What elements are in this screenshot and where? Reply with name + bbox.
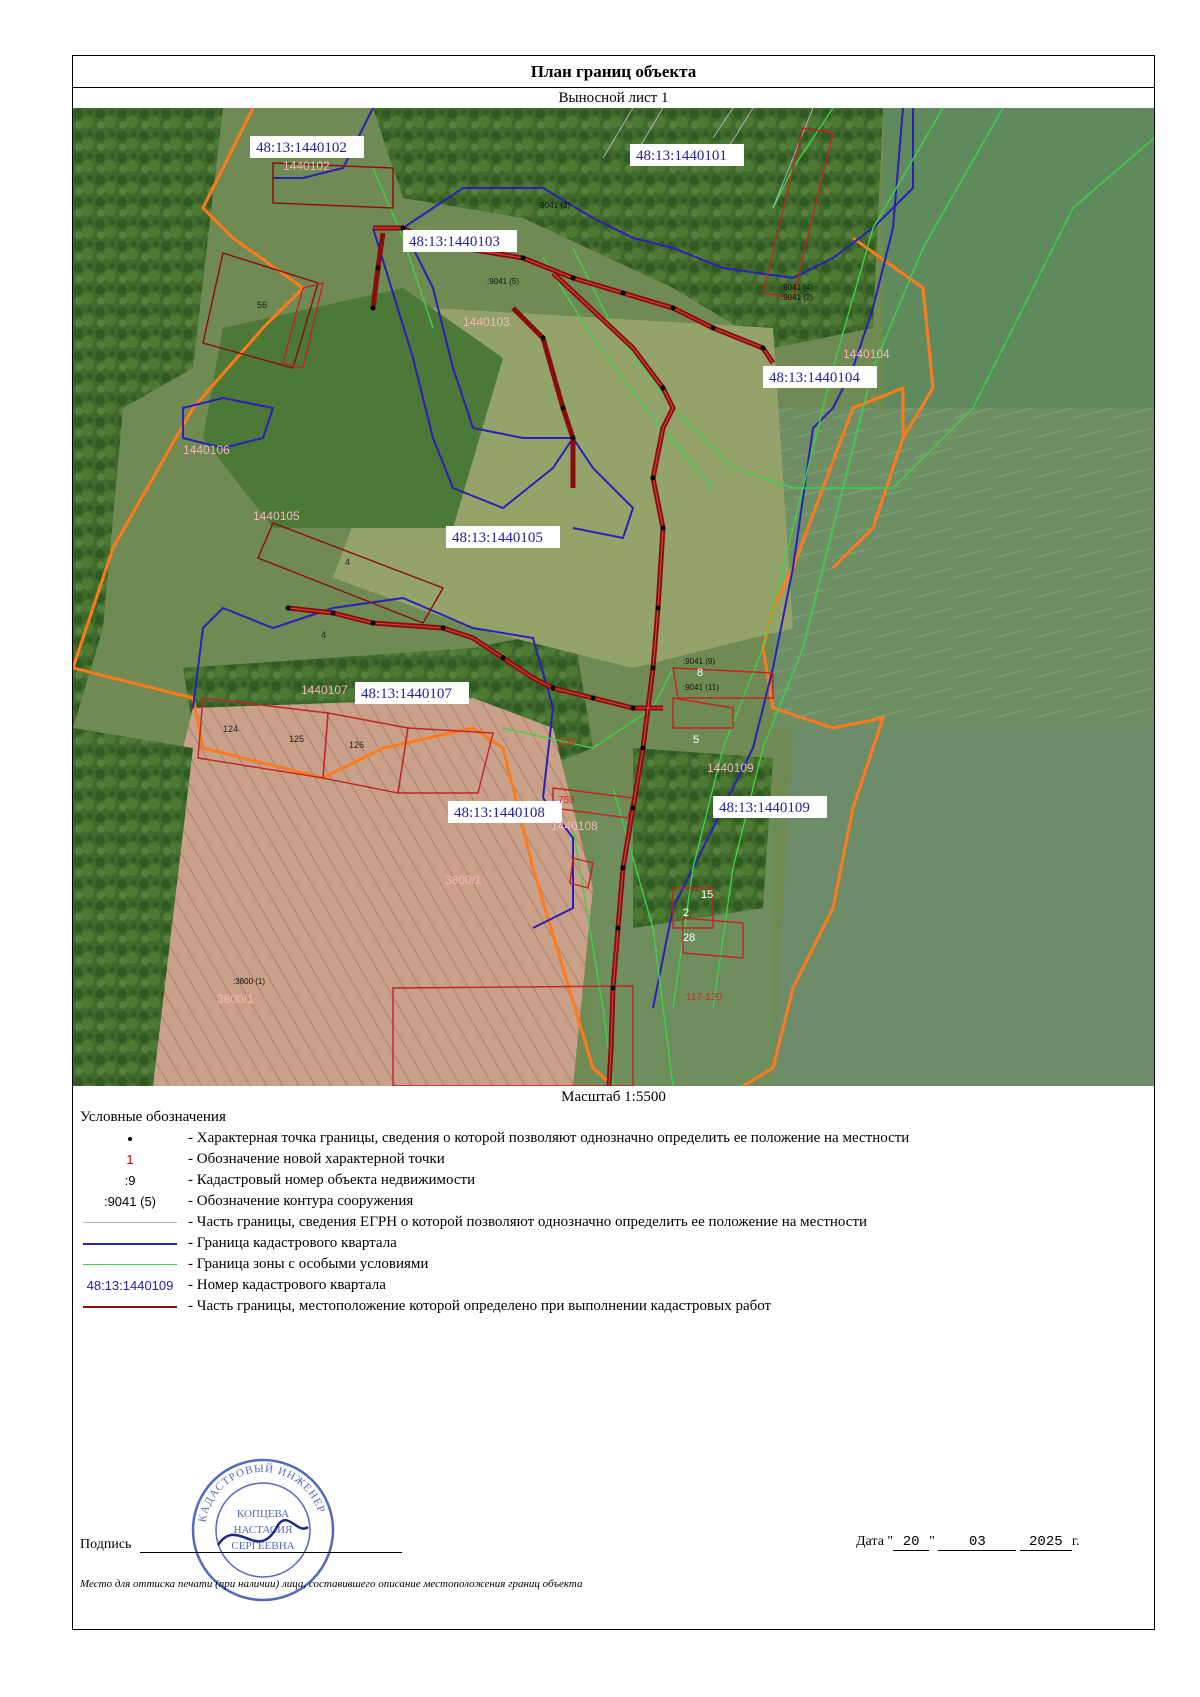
parcel-number: 124: [223, 724, 239, 734]
legend-text: - Граница зоны с особыми условиями: [188, 1256, 429, 1272]
field-bottom-right: [773, 728, 1154, 1086]
map-scale: Масштаб 1:5500: [561, 1089, 666, 1105]
legend-item: [80, 1212, 1140, 1233]
legend-item: [80, 1275, 1140, 1296]
field-right: [773, 408, 1154, 728]
parcel-number: 117-120: [686, 992, 722, 1003]
seal-note: Место для оттиска печати (при наличии) лица, составившего описание местоположения границ объекта: [80, 1578, 583, 1590]
field-top-right: [883, 108, 1154, 408]
date-label: Дата: [856, 1534, 884, 1549]
date-month[interactable]: 03: [938, 1534, 1016, 1551]
svg-text:КОПЦЕВА: КОПЦЕВА: [236, 1508, 290, 1520]
legend-symbol-cadastral: :9: [124, 1173, 136, 1188]
parcel-label: 1440106: [183, 443, 230, 457]
legend-symbol-structure: :9041 (5): [103, 1194, 157, 1209]
legend-text: - Обозначение контура сооружения: [188, 1193, 414, 1209]
parcel-number: 8: [697, 667, 704, 679]
quarter-label: 48:13:1440107: [361, 686, 452, 702]
quarter-label: 48:13:1440109: [719, 800, 810, 816]
parcel-number: 56: [257, 300, 268, 310]
parcel-label: 1440105: [253, 509, 300, 523]
date-year[interactable]: 2025: [1020, 1534, 1072, 1551]
svg-text:НАСТАСИЯ: НАСТАСИЯ: [233, 1524, 293, 1536]
parcel-number: 5: [693, 734, 700, 746]
structure-label: :9041 (2): [781, 293, 814, 302]
parcel-label: 1440102: [283, 159, 330, 173]
legend-item: [80, 1233, 1140, 1254]
parcel-number: 28: [683, 932, 696, 944]
quarter-label: 48:13:1440101: [636, 148, 727, 164]
structure-label: :3800 (1): [233, 977, 266, 986]
parcel-number: 126: [349, 740, 365, 750]
legend-item: [80, 1296, 1140, 1317]
structure-label: :9041 (11): [683, 683, 719, 692]
parcel-number: 244: [559, 737, 576, 748]
svg-text:КАДАСТРОВЫЙ ИНЖЕНЕР: КАДАСТРОВЫЙ ИНЖЕНЕР: [196, 1462, 328, 1524]
legend-text: - Часть границы, сведения ЕГРН о которой позволяют однозначно определить ее положение на местности: [188, 1214, 868, 1230]
structure-label: :9041 (9): [683, 657, 716, 666]
svg-text:СЕРГЕЕВНА: СЕРГЕЕВНА: [231, 1540, 295, 1552]
parcel-number: 15: [701, 889, 714, 901]
parcel-label: 1440103: [463, 315, 510, 329]
legend-text: - Характерная точка границы, сведения о которой позволяют однозначно определить ее положение на местности: [188, 1130, 910, 1146]
quarter-label: 48:13:1440102: [256, 140, 347, 156]
legend-text: - Граница кадастрового квартала: [188, 1235, 397, 1251]
legend-text: - Номер кадастрового квартала: [188, 1277, 386, 1293]
map-viewport[interactable]: [73, 108, 1154, 1086]
quarter-label: 48:13:1440105: [452, 530, 543, 546]
quarter-label: 48:13:1440108: [454, 805, 545, 821]
date-day[interactable]: 20: [893, 1534, 929, 1551]
legend-symbol-new-boundary-line: [80, 1296, 180, 1317]
legend-text: - Часть границы, местоположение которой определено при выполнении кадастровых работ: [188, 1298, 772, 1314]
date-year-suffix: г.: [1071, 1534, 1080, 1549]
parcel-number: 2: [683, 907, 690, 919]
date-quote: ": [887, 1534, 894, 1549]
legend-symbol-zone-line: [80, 1254, 180, 1275]
structure-label: :9041 (3): [538, 201, 571, 210]
signature-label: Подпись: [80, 1537, 132, 1552]
legend-symbol-point: [80, 1128, 180, 1149]
parcel-label: 1440107: [301, 683, 348, 697]
parcel-number: 4: [345, 557, 351, 567]
plan-title: План границ объекта: [72, 55, 1155, 88]
legend-item: [80, 1191, 1140, 1212]
parcel-label: 3800/1: [217, 992, 254, 1006]
parcel-label: 1440104: [843, 347, 890, 361]
legend-item: [80, 1128, 1140, 1149]
legend-item: [80, 1254, 1140, 1275]
legend-item: [80, 1170, 1140, 1191]
legend-item: [80, 1149, 1140, 1170]
quarter-label: 48:13:1440103: [409, 234, 500, 250]
date-row: [856, 1534, 1080, 1551]
legend-text: - Обозначение новой характерной точки: [188, 1151, 445, 1167]
sheet-caption: Выносной лист 1: [558, 90, 669, 106]
parcel-label: 3800/1: [445, 873, 482, 887]
legend-symbol-quarter-number: 48:13:1440109: [86, 1278, 174, 1293]
signature-line[interactable]: [140, 1552, 402, 1553]
legend-text: - Кадастровый номер объекта недвижимости: [188, 1172, 476, 1188]
legend-title: Условные обозначения: [80, 1109, 226, 1125]
legend-symbol-new-point: 1: [126, 1152, 134, 1167]
legend: [80, 1128, 1140, 1317]
parcel-number: 4: [321, 630, 327, 640]
structure-label: :9041 (4): [781, 283, 814, 292]
parcel-number: 125: [289, 734, 305, 744]
quarter-label: 48:13:1440104: [769, 370, 860, 386]
parcel-label: 1440108: [551, 819, 598, 833]
date-quote: ": [929, 1534, 935, 1549]
legend-symbol-egrn-line: [80, 1212, 180, 1233]
parcel-number: 753: [558, 795, 575, 806]
structure-label: :9041 (5): [487, 277, 520, 286]
trees-bottom: [633, 748, 773, 928]
legend-symbol-quarter-line: [80, 1233, 180, 1254]
parcel-label: 1440109: [707, 761, 754, 775]
